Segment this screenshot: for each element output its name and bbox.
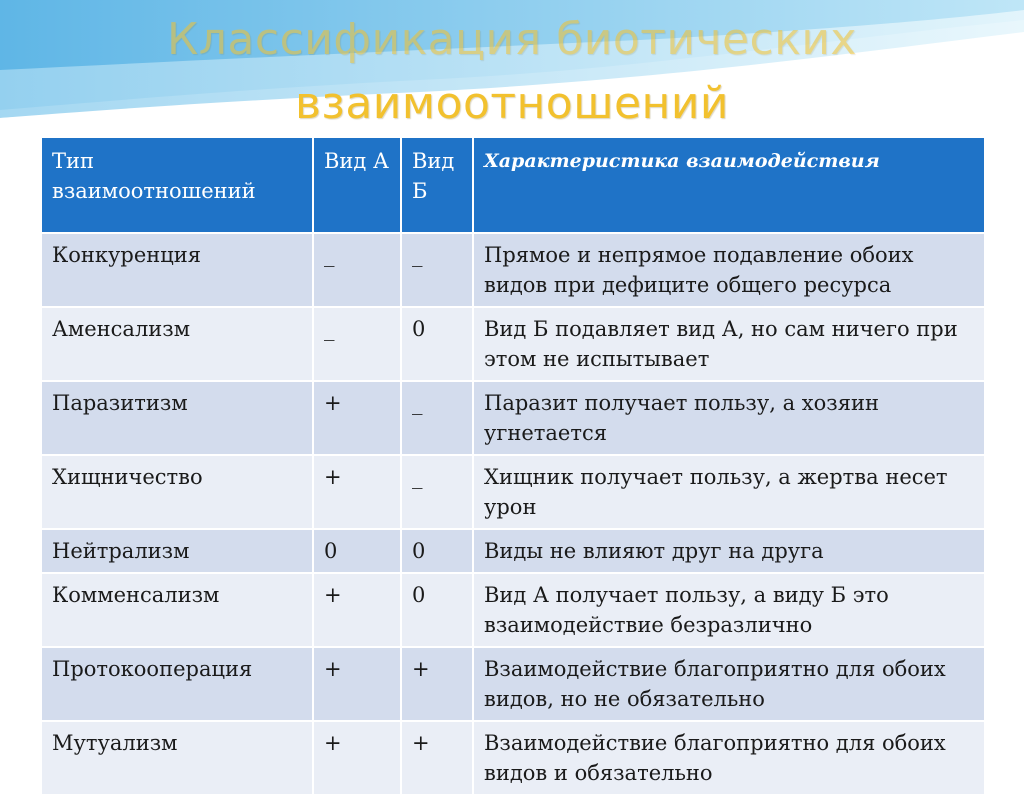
slide-title — [0, 8, 1024, 136]
cell-type: Мутуализм — [41, 721, 313, 795]
table-row — [41, 647, 985, 721]
cell-species-b: _ — [401, 381, 473, 455]
cell-species-b: 0 — [401, 529, 473, 573]
header-characteristic: Характеристика взаимодействия — [473, 137, 985, 233]
cell-species-a: + — [313, 455, 401, 529]
cell-characteristic: Прямое и непрямое подавление обоих видов при дефиците общего ресурса — [473, 233, 985, 307]
cell-species-b: + — [401, 647, 473, 721]
cell-characteristic: Взаимодействие благоприятно для обоих видов, но не обязательно — [473, 647, 985, 721]
title-line-2: взаимоотношений — [294, 78, 730, 129]
cell-species-a: 0 — [313, 529, 401, 573]
cell-species-b: _ — [401, 233, 473, 307]
cell-type: Нейтрализм — [41, 529, 313, 573]
table-row — [41, 573, 985, 647]
cell-species-b: _ — [401, 455, 473, 529]
cell-characteristic: Паразит получает пользу, а хозяин угнетается — [473, 381, 985, 455]
cell-type: Хищничество — [41, 455, 313, 529]
cell-characteristic: Хищник получает пользу, а жертва несет урон — [473, 455, 985, 529]
table-row — [41, 455, 985, 529]
table-row — [41, 307, 985, 381]
cell-type: Паразитизм — [41, 381, 313, 455]
table-row — [41, 381, 985, 455]
cell-species-b: + — [401, 721, 473, 795]
classification-table — [40, 136, 986, 796]
cell-species-a: + — [313, 721, 401, 795]
cell-characteristic: Вид А получает пользу, а виду Б это взаимодействие безразлично — [473, 573, 985, 647]
cell-type: Протокооперация — [41, 647, 313, 721]
cell-species-a: _ — [313, 307, 401, 381]
cell-characteristic: Виды не влияют друг на друга — [473, 529, 985, 573]
cell-species-a: + — [313, 381, 401, 455]
header-species-b: Вид Б — [401, 137, 473, 233]
table-row — [41, 529, 985, 573]
cell-type: Комменсализм — [41, 573, 313, 647]
title-line-1: Классификация биотических — [167, 14, 857, 65]
cell-characteristic: Взаимодействие благоприятно для обоих видов и обязательно — [473, 721, 985, 795]
header-species-a: Вид А — [313, 137, 401, 233]
cell-species-b: 0 — [401, 307, 473, 381]
table-row — [41, 721, 985, 795]
header-type: Тип взаимоотношений — [41, 137, 313, 233]
cell-species-b: 0 — [401, 573, 473, 647]
cell-characteristic: Вид Б подавляет вид А, но сам ничего при этом не испытывает — [473, 307, 985, 381]
cell-species-a: + — [313, 573, 401, 647]
table-row — [41, 233, 985, 307]
cell-type: Конкуренция — [41, 233, 313, 307]
cell-species-a: _ — [313, 233, 401, 307]
cell-type: Аменсализм — [41, 307, 313, 381]
table-header-row — [41, 137, 985, 233]
cell-species-a: + — [313, 647, 401, 721]
